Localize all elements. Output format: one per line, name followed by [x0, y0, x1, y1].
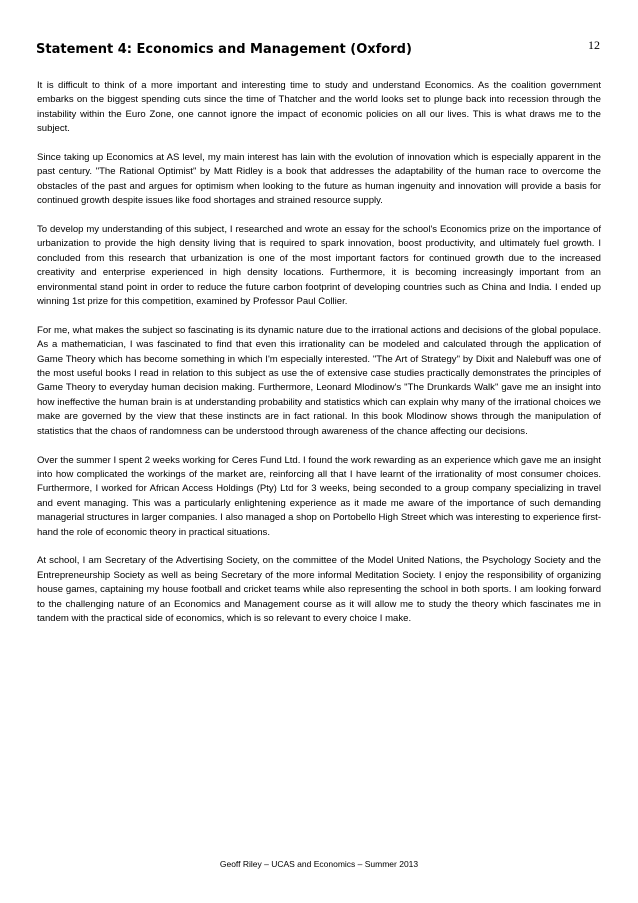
statement-body [37, 79, 601, 641]
page-footer: Geoff Riley – UCAS and Economics – Summer 2013 [219, 859, 419, 869]
paragraph-extracurricular: At school, I am Secretary of the Advertising Society, on the committee of the Model United Nations, the Psychology Society and the Entrepreneurship Society as well as being Secretary of the more informal Meditation Society. I enjoy the responsibility of organizing house games, captaining my house football and cricket teams while also representing the school in both sports. I am looking forward to the challenging nature of an Economics and Management course as it will allow me to study the theory which fascinates me in tandem with the practical side of economics, which is so relevant to every choice I make. [37, 555, 601, 624]
paragraph-work-experience: Over the summer I spent 2 weeks working for Ceres Fund Ltd. I found the work rewarding as an experience which gave me an insight into how complicated the workings of the market are, reinforcing all that I have learnt of the irrationality of most consumer choices. Furthermore, I worked for African Access Holdings (Pty) Ltd for 3 weeks, being seconded to a group company specializing in travel and event managing. This was a particularly enlightening experience as it made me aware of the importance of such demanding managerial structures in larger companies. I also managed a shop on Portobello High Street which was interesting to experience first-hand the role of economic theory in practical situations. [37, 454, 601, 538]
paragraph-game-theory: For me, what makes the subject so fascinating is its dynamic nature due to the irrational actions and decisions of the global populace. As a mathematician, I was fascinated to find that even this irrationality can be modeled and calculated through the application of Game Theory which has become something in which I'm especially interested. "The Art of Strategy" by Dixit and Nalebuff was one of the most useful books I read in relation to this subject as use the of extensive case studies practically demonstrates the principles of Game Theory to everyday human decision making. Furthermore, Leonard Mlodinow's "The Drunkards Walk" gave me an insight into how ineffective the human brain is at understanding probability and statistics which can explain why many of the irrational choices we make are governed by the view that these instincts are in fact rational. In this book Mlodinow shows through the manipulation of statistics that the chaos of randomness can be understood through awareness of the chance affecting our decisions. [37, 324, 601, 437]
page-number: 12 [588, 38, 600, 52]
statement-title: Statement 4: Economics and Management (Oxford) [36, 42, 412, 57]
paragraph-intro: It is difficult to think of a more important and interesting time to study and understand Economics. As the coalition government embarks on the biggest spending cuts since the time of Thatcher and the world looks set to plunge back into recession through the instability within the Euro Zone, one cannot ignore the impact of economic policies on all our lives. This is what draws me to the subject. [37, 80, 601, 135]
paragraph-innovation: Since taking up Economics at AS level, my main interest has lain with the evolution of innovation which is especially apparent in the past century. "The Rational Optimist" by Matt Ridley is a book that addresses the adaptability of the human race to overcome the obstacles of the past and argues for optimism when looking to the future as human ingenuity and innovation will provide a basis for continued growth despite issues like food shortages and strained resource supply. [37, 152, 601, 207]
paragraph-urbanization-essay: To develop my understanding of this subject, I researched and wrote an essay for the school's Economics prize on the importance of urbanization to provide the high density living that is required to spark innovation, boost productivity, and ultimately fuel growth. I concluded from this research that urbanization is one of the most important factors for continued growth due to the increased creativity and enterprise experienced in high density locations. Furthermore, it is becoming increasingly important from an environmental stand point in order to reduce the future carbon footprint of developing countries such as China and India. I ended up winning 1st prize for this competition, examined by Professor Paul Collier. [37, 224, 601, 308]
